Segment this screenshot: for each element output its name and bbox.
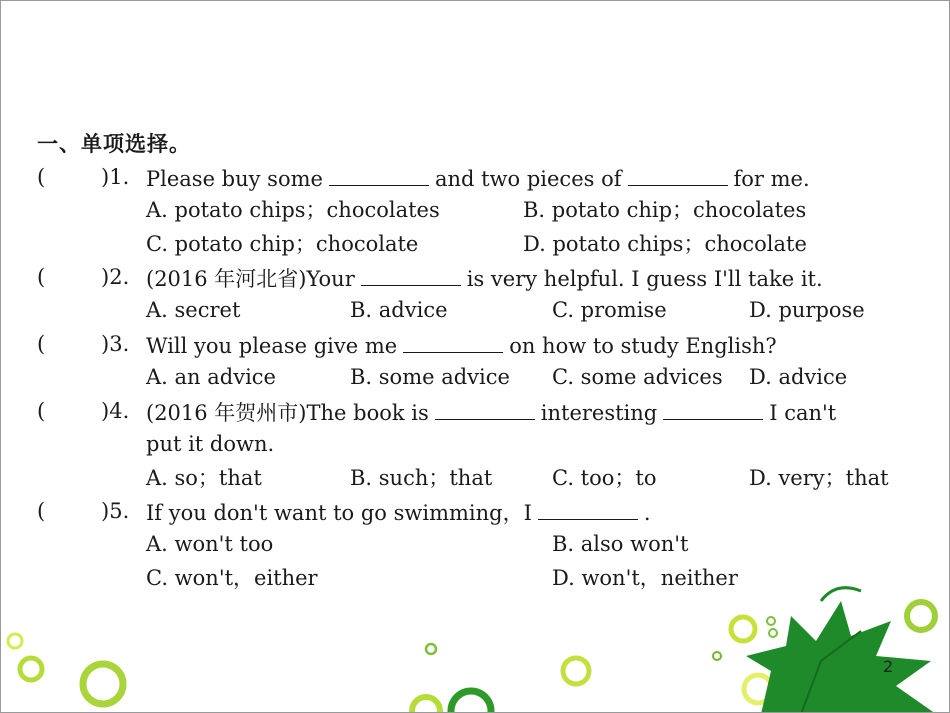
option-a[interactable]: A. potato chips；chocolates <box>146 198 440 222</box>
question-text: If you don't want to go swimming，I . <box>146 497 651 527</box>
answer-blank[interactable] <box>329 163 429 186</box>
question-text: (2016 年河北省)Your is very helpful. I guess I'll take it. <box>146 263 823 293</box>
option-c[interactable]: C. too；to <box>552 466 657 490</box>
option-a[interactable]: A. so；that <box>146 466 262 490</box>
answer-blank[interactable] <box>538 497 638 520</box>
ring-decoration <box>426 644 436 654</box>
option-a[interactable]: A. won't too <box>146 532 274 556</box>
question-text: Please buy some and two pieces of for me. <box>146 163 810 193</box>
option-c[interactable]: C. promise <box>552 298 667 322</box>
option-d[interactable]: D. won't，neither <box>552 566 738 590</box>
option-c[interactable]: C. won't，either <box>146 566 318 590</box>
option-d[interactable]: D. purpose <box>749 298 865 322</box>
ring-decoration <box>83 664 123 704</box>
answer-blank[interactable] <box>435 397 535 420</box>
ring-decoration <box>412 697 440 713</box>
option-b[interactable]: B. advice <box>350 298 448 322</box>
question-4-continuation: put it down. <box>146 432 275 456</box>
answer-blank[interactable] <box>361 263 461 286</box>
option-b[interactable]: B. some advice <box>350 365 510 389</box>
answer-paren-close: )5. <box>101 499 130 523</box>
ring-decoration <box>563 658 589 684</box>
option-b[interactable]: B. such；that <box>350 466 493 490</box>
option-d[interactable]: D. potato chips；chocolate <box>523 232 807 256</box>
option-d[interactable]: D. advice <box>749 365 848 389</box>
answer-blank[interactable] <box>628 163 728 186</box>
answer-paren-open: ( <box>37 399 46 423</box>
question-text: Will you please give me on how to study English? <box>146 330 777 360</box>
answer-blank[interactable] <box>663 397 763 420</box>
ring-decoration <box>769 629 777 637</box>
ring-decoration <box>907 602 935 630</box>
option-a[interactable]: A. secret <box>146 298 241 322</box>
ring-decoration <box>713 652 721 660</box>
decorative-leaf-border <box>1 561 950 713</box>
option-b[interactable]: B. also won't <box>552 532 689 556</box>
answer-paren-open: ( <box>37 265 46 289</box>
ring-decoration <box>767 617 775 625</box>
option-c[interactable]: C. some advices <box>552 365 723 389</box>
section-heading: 一、单项选择。 <box>37 132 191 156</box>
answer-paren-open: ( <box>37 499 46 523</box>
option-c[interactable]: C. potato chip；chocolate <box>146 232 419 256</box>
answer-paren-open: ( <box>37 332 46 356</box>
page-number: 2 <box>883 657 894 676</box>
option-b[interactable]: B. potato chip；chocolates <box>523 198 807 222</box>
answer-paren-open: ( <box>37 165 46 189</box>
option-a[interactable]: A. an advice <box>146 365 276 389</box>
ring-decoration <box>8 634 22 648</box>
ring-decoration <box>731 617 755 641</box>
option-d[interactable]: D. very；that <box>749 466 889 490</box>
answer-paren-close: )2. <box>101 265 130 289</box>
answer-paren-close: )3. <box>101 332 130 356</box>
question-text: (2016 年贺州市)The book is interesting I can't <box>146 397 836 427</box>
answer-paren-close: )1. <box>101 165 130 189</box>
leaf-stem <box>821 588 861 601</box>
answer-paren-close: )4. <box>101 399 130 423</box>
ring-decoration <box>20 658 42 680</box>
answer-blank[interactable] <box>403 330 503 353</box>
ring-decoration <box>451 691 491 713</box>
